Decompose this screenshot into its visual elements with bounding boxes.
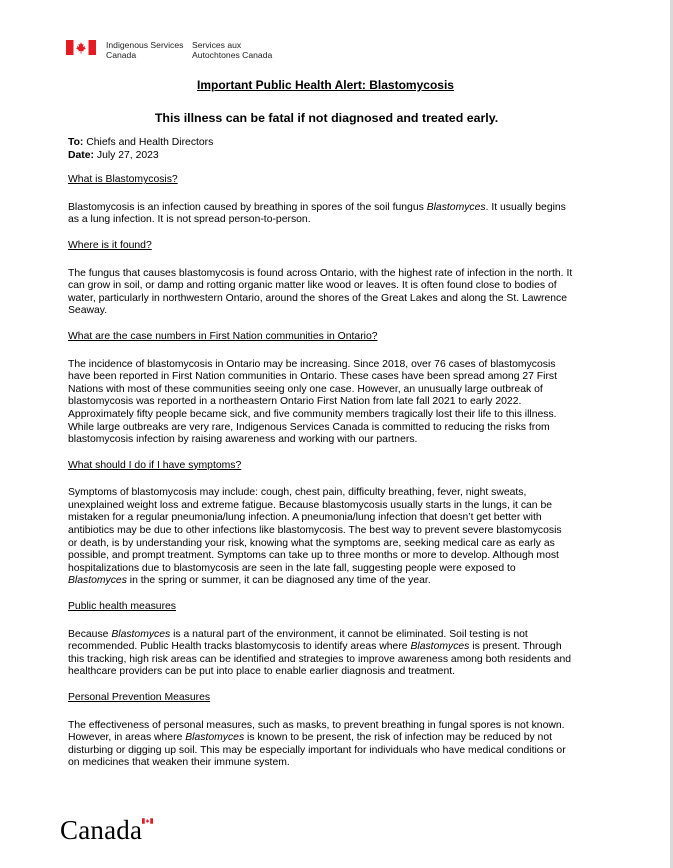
to-line (68, 137, 573, 150)
document-subtitle: This illness can be fatal if not diagnosed and treated early. (154, 111, 499, 125)
section-heading-public-health: Public health measures (68, 601, 177, 613)
section-heading-personal-prevention: Personal Prevention Measures (68, 692, 211, 703)
to-value: Chiefs and Health Directors (83, 137, 214, 148)
section-paragraph-personal-prevention: The effectiveness of personal measures, such as masks, to prevent breathing in fungal spores is not known. However, in areas where Blastomyces is known to be present, the risk of infection may be reduced by not disturbing or digging up soil. This may be especially important for individuals who have medical conditions or on medicines that weaken their immune system. (68, 719, 566, 769)
to-label: To: (68, 137, 84, 148)
dept-en-line2: Canada (106, 50, 137, 60)
section-heading-what-is: What is Blastomycosis? (68, 174, 178, 186)
canada-flag-icon (66, 40, 96, 55)
memo-block (68, 137, 573, 162)
canada-wordmark (60, 816, 153, 844)
wordmark-flag-icon (142, 818, 153, 824)
department-name (106, 40, 272, 60)
date-value: July 27, 2023 (93, 149, 159, 161)
section-paragraph-where: The fungus that causes blastomycosis is found across Ontario, with the highest rate of infection in the north. It can grow in soil, or damp and rotting organic matter like wood or leaves. It is often found close to bodies of water, particularly in northwestern Ontario, around the shores of the Great Lakes and along the St. Lawrence Seaway. (68, 267, 573, 317)
section-heading-symptoms: What should I do if I have symptoms? (68, 459, 242, 471)
dept-fr-line2: Autochtones Canada (192, 50, 273, 60)
section-paragraph-case-numbers: The incidence of blastomycosis in Ontario may be increasing. Since 2018, over 76 cases of blastomycosis have been reported in First Nation communities in Ontario. These cases have been spread among 27 First Nations with most of these communities seeing only one case. However, an unusually large outbreak of blastomycosis was reported in a northeastern Ontario First Nation from late fall 2021 to early 2022. Approximately fifty people became sick, and five community members tragically lost their life to this illness. While large outbreaks are very rare, Indigenous Services Canada is committed to reducing the risks from blastomycosis infection by raising awareness and working with our partners. (68, 358, 558, 446)
date-line (68, 150, 573, 163)
dept-fr-line1: Services aux (192, 40, 242, 50)
document-title: Important Public Health Alert: Blastomycosis (197, 78, 454, 92)
dept-en-line1: Indigenous Services (106, 40, 184, 50)
canada-wordmark-text: Canada (60, 815, 143, 845)
gov-header (66, 40, 272, 60)
section-paragraph-public-health: Because Blastomyces is a natural part of the environment, it cannot be eliminated. Soil testing is not recommended. Public Health tracks blastomycosis to identify areas where Blastomyces is present. Through this tracking, high risk areas can be identified and strategies to improve awareness among both residents and healthcare providers can be put into place to enable earlier diagnosis and treatment. (68, 628, 572, 678)
section-paragraph-what-is: Blastomycosis is an infection caused by breathing in spores of the soil fungus Blastomyces. It usually begins as a lung infection. It is not spread person-to-person. (68, 201, 566, 226)
document-body (68, 78, 573, 770)
section-heading-where: Where is it found? (68, 239, 152, 251)
section-heading-case-numbers: What are the case numbers in First Nation communities in Ontario? (68, 330, 378, 342)
date-label: Date: (68, 149, 94, 161)
section-paragraph-symptoms: Symptoms of blastomycosis may include: cough, chest pain, difficulty breathing, fever, night sweats, unexplained weight loss and extreme fatigue. Because blastomycosis usually starts in the lungs, it can be mistaken for a regular pneumonia/lung infection. A pneumonia/lung infection that doesn’t get better with antibiotics may be due to other infections like blastomycosis. The best way to prevent severe blastomycosis or death, is by understanding your risk, knowing what the symptoms are, seeking medical care as early as possible, and prompt treatment. Symptoms can take up to three months or more to develop. Although most hospitalizations due to blastomycosis are seen in the late fall, suggesting people were exposed to Blastomyces in the spring or summer, it can be diagnosed any time of the year. (68, 487, 562, 587)
